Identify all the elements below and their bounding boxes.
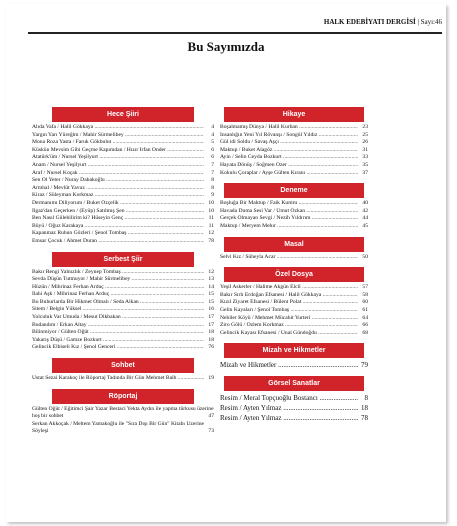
header-text: HALK EDEBİYATI DERGİSİ | Sayı:46 (323, 18, 442, 26)
toc-entry-title: Bakır Rengi Yalnızlık / Zeynep Tombaş ..... (32, 269, 204, 277)
toc-entry[interactable] (32, 322, 214, 330)
toc-entry[interactable] (220, 147, 368, 155)
toc-entry-page: 6 (211, 146, 214, 153)
toc-entry-page: 61 (362, 306, 368, 313)
toc-entry-page: 40 (362, 200, 368, 207)
toc-entry-page: 73 (208, 428, 214, 435)
toc-entry-title: Yargın Yarı Yüreğim / Mahir Sürmelibey ..... (32, 132, 204, 140)
toc-entry[interactable] (32, 329, 214, 337)
toc-entry-page: 26 (362, 139, 368, 146)
toc-entry-page: 18 (208, 336, 214, 343)
toc-entry-page: 11 (208, 215, 214, 222)
toc-entry[interactable] (220, 154, 368, 162)
toc-entry-title: Ayin / Selin Ceyda Bozkurt ..... (220, 154, 358, 162)
toc-entry[interactable] (220, 132, 368, 140)
toc-entry-page: 10 (208, 207, 214, 214)
toc-entry-title: Kapanmaz Ruhun Gözleri / Şenol Tombaş ..... (32, 230, 204, 238)
toc-entry-page: 76 (208, 344, 214, 351)
toc-entry-page: 7 (211, 161, 214, 168)
toc-entry[interactable] (32, 177, 214, 185)
issue-number: Sayı:46 (420, 18, 442, 26)
section-heading: Masal (224, 237, 364, 252)
toc-entry-page: 19 (208, 375, 214, 382)
toc-entry-page: 17 (208, 314, 214, 321)
toc-entry[interactable] (32, 276, 214, 284)
toc-entry-title: Selvi Kız / Süheyla Acar ..... (220, 254, 358, 262)
toc-entry-title: Armhal / Mevlüt Yavuz ..... (32, 185, 204, 193)
section-heading: Özel Dosya (224, 267, 364, 282)
magazine-name: HALK EDEBİYATI DERGİSİ (323, 18, 416, 26)
toc-entry[interactable] (220, 299, 368, 307)
toc-entry-page: 12 (208, 230, 214, 237)
toc-entry-page: 31 (362, 146, 368, 153)
toc-entry-page: 42 (362, 207, 368, 214)
toc-entry-title: Gelin Kayaları / Şenol Tombaş ..... (220, 307, 358, 315)
toc-entry-page: 8 (211, 177, 214, 184)
toc-entry-page: 12 (208, 268, 214, 275)
toc-entry[interactable] (220, 322, 368, 330)
section-heading: Hikaye (224, 107, 364, 122)
toc-entry-page: 8 (211, 184, 214, 191)
toc-entry-page: 78 (208, 237, 214, 244)
toc-entry[interactable] (220, 403, 368, 413)
toc-entry-page: 9 (211, 192, 214, 199)
right-column (220, 107, 368, 423)
toc-entry[interactable] (32, 223, 214, 231)
toc-entry-page: 16 (208, 306, 214, 313)
toc-entry-page: 5 (211, 139, 214, 146)
toc-entry-page: 33 (362, 154, 368, 161)
toc-entry-title: Araf / Nursel Koçak ..... (32, 170, 204, 178)
toc-entry-title: Sen Ol Yeter / Nuray Dabakoğlu ..... (32, 177, 204, 185)
toc-entry[interactable] (32, 124, 214, 132)
page-header (28, 16, 442, 34)
toc-entry-title: Kızıl Ziyaret Efsanesi / Bülent Polat ..... (220, 299, 358, 307)
toc-entry-page: 17 (208, 321, 214, 328)
toc-entry[interactable] (220, 360, 368, 370)
toc-entry-title: Hüzün / Mihrinaz Ferhan Arduç ..... (32, 284, 204, 292)
toc-entry-title: Büyü / Oğuz Karakaya ..... (32, 223, 204, 231)
toc-entry-page: 66 (362, 322, 368, 329)
toc-entry[interactable] (32, 406, 214, 421)
toc-entry-page: 47 (208, 413, 214, 420)
toc-entry[interactable] (32, 230, 214, 238)
toc-entry[interactable] (32, 185, 214, 193)
toc-entry[interactable] (220, 292, 368, 300)
toc-entry-title: Hayata Dönüş / Soğmen Özer ..... (220, 162, 358, 170)
toc-entry-title: Resim / Ayten Yılmaz ..... (220, 413, 358, 423)
section-heading: Serbest Şiir (52, 252, 194, 267)
toc-entry[interactable] (32, 132, 214, 140)
toc-entry-title: İnsanlığın Yeni Yıl Rövanşı / Songül Yıldız ..... (220, 132, 358, 140)
toc-entry[interactable] (220, 307, 368, 315)
toc-entry-title: Maktup / Buket Alagöz ..... (220, 147, 358, 155)
toc-entry-page: 11 (208, 222, 214, 229)
toc-entry-title: Sitem / Belgin Yüksel ..... (32, 306, 204, 314)
toc-entry[interactable] (32, 269, 214, 277)
toc-entry-page: 25 (362, 131, 368, 138)
toc-entry-page: 35 (362, 161, 368, 168)
section-heading: Görsel Sanatlar (224, 376, 364, 391)
toc-entry-title: Gelincik Kayası Efsanesi / Ünal Gündoğdu ..... (220, 330, 358, 338)
toc-entry[interactable] (220, 223, 368, 231)
toc-entry-title: Atatürk'üm / Nursel Yeşilyurt ..... (32, 154, 204, 162)
toc-entry[interactable] (32, 284, 214, 292)
magazine-page (6, 4, 446, 522)
section-heading: Mizah ve Hikmetler (224, 343, 364, 358)
toc-entry-page: 79 (361, 361, 368, 370)
toc-entry-title: Sevda Düşün Tutmuyor / Mahir Sürmelibey ..... (32, 276, 204, 284)
toc-entry[interactable] (32, 208, 214, 216)
toc-entry[interactable] (220, 215, 368, 223)
toc-entry-title: Dermanımı Diliyorum / Buket Özçelik ..... (32, 200, 204, 208)
toc-entry-page: 60 (362, 299, 368, 306)
toc-entry-title: Bu Buhurlarda Bir Hikmet Olmalı / Seda Alkan ..... (32, 299, 204, 307)
toc-entry-page: 44 (362, 215, 368, 222)
toc-entry[interactable] (220, 284, 368, 292)
toc-entry-title: Yolculuk Var Umuda / Mesut Dikbakan ..... (32, 314, 204, 322)
toc-entry[interactable] (32, 291, 214, 299)
toc-entry-title: Kokulu Çoraplar / Ayşe Gülten Kıranı ..... (220, 170, 358, 178)
toc-entry[interactable] (220, 124, 368, 132)
toc-entry-title: Nebiler Köyü / Mehmet Mücahit Yurteri ..... (220, 315, 358, 323)
section-heading: Deneme (224, 183, 364, 198)
toc-entry[interactable] (32, 344, 214, 352)
toc-entry-title: Gül idi Soldu / Savaş Aşçı ..... (220, 139, 358, 147)
toc-entry[interactable] (32, 162, 214, 170)
toc-entry[interactable] (32, 139, 214, 147)
toc-entry-title: Emsar Çocuk / Ahmet Duran ..... (32, 238, 204, 246)
section-heading: Sohbet (52, 358, 194, 373)
toc-entry-title: Bakır Sırlı Erdoğan Efsanesi / Halil Gökkaya ..... (220, 292, 358, 300)
toc-entry[interactable] (220, 170, 368, 178)
toc-entry[interactable] (220, 315, 368, 323)
toc-entry-title: Yeşil Askerler / Halime Akgün Elcil ..... (220, 284, 358, 292)
toc-entry-title: Budandım / Erkan Altay ..... (32, 322, 204, 330)
toc-entry[interactable] (32, 306, 214, 314)
toc-entry-page: 13 (208, 276, 214, 283)
toc-entry[interactable] (220, 208, 368, 216)
toc-entry-title: Ilgaz'dan Geçerken / (Eyüp) Satılmış Şen ..... (32, 208, 204, 216)
toc-entry-page: 15 (208, 291, 214, 298)
toc-entry[interactable] (32, 215, 214, 223)
toc-entry[interactable] (220, 254, 368, 262)
toc-entry-title: Kiraz / Süleyman Korkmaz ..... (32, 192, 204, 200)
toc-entry-title: Serkan Akkoçak / Meltem Yamakoğlu ile "Sıra Dışı Bir Gün" Kitabı Üzerine Söyleşi (32, 420, 205, 435)
toc-entry-page: 45 (362, 222, 368, 229)
toc-entry-title: Gelincik Elbiseli Kız / Şenol Genceri ..... (32, 344, 204, 352)
toc-entry-page: 50 (362, 253, 368, 260)
toc-entry-page: 7 (211, 169, 214, 176)
toc-entry[interactable] (32, 170, 214, 178)
toc-entry-page: 78 (361, 414, 368, 423)
toc-entry[interactable] (32, 421, 214, 436)
toc-entry[interactable] (32, 200, 214, 208)
toc-entry-title: Ziro Gölü / Özlem Korkmaz ..... (220, 322, 358, 330)
toc-entry-page: 64 (362, 314, 368, 321)
toc-entry[interactable] (220, 330, 368, 338)
toc-entry-page: 37 (362, 169, 368, 176)
toc-entry-title: Alıda Vafa / Halil Gökkaya ..... (32, 124, 204, 132)
toc-entry-title: Boşluğa Bir Maktup / Faik Kumru ..... (220, 200, 358, 208)
toc-entry-page: 4 (211, 124, 214, 130)
toc-entry[interactable] (32, 337, 214, 345)
toc-entry-page: 15 (208, 298, 214, 305)
toc-entry-title: Anam / Nursel Yeşilyurt ..... (32, 162, 204, 170)
toc-entry-title: Küskün Mevsim Gibi Geçme Kapımdan / Hızır İrfan Önder ..... (32, 147, 204, 155)
toc-entry[interactable] (32, 299, 214, 307)
toc-entry-page: 23 (362, 124, 368, 130)
toc-entry-page: 18 (361, 404, 368, 413)
toc-entry-page: 10 (208, 199, 214, 206)
toc-entry[interactable] (220, 200, 368, 208)
section-heading: Röportaj (52, 389, 194, 404)
toc-entry-title: Boşalmamış Dünya / Halil Kurban ..... (220, 124, 358, 132)
toc-entry-page: 14 (208, 283, 214, 290)
toc-entry-title: Üstat Sezai Karakoç ile Röportaj Tadında Bir Gün Mehmet Balh ..... (32, 375, 204, 383)
toc-entry-page: 57 (362, 284, 368, 291)
toc-entry-title: Yakarış Düşü / Gamze Bozkurt ..... (32, 337, 204, 345)
toc-entry-title: Gerçek Olmayan Sevgi / Nezih Yıldırım ..... (220, 215, 358, 223)
toc-entry[interactable] (220, 413, 368, 423)
toc-entry[interactable] (220, 162, 368, 170)
toc-entry[interactable] (32, 238, 214, 246)
page-title: Bu Sayımızda (187, 39, 265, 54)
toc-entry-page: 68 (362, 329, 368, 336)
toc-entry[interactable] (32, 147, 214, 155)
toc-entry[interactable] (220, 393, 368, 403)
toc-entry-title: Bilinmiyor / Gülten Öğüt ..... (32, 329, 204, 337)
toc-entry-title: Gülten Öğüt / Eğitimci Şair Yazar Bestaci Yekta Aydın ile yapma türkusu üzerine hoş bir sohbet (32, 405, 214, 420)
toc-entry-page: 18 (208, 329, 214, 336)
toc-entry[interactable] (32, 154, 214, 162)
toc-entry-title: Resim / Ayten Yılmaz ..... (220, 403, 358, 413)
toc-entry-title: İlahi Aşk / Mihrinaz Ferhan Arduç ..... (32, 291, 204, 299)
toc-entry-page: 8 (364, 394, 368, 403)
toc-entry-page: 6 (211, 154, 214, 161)
section-heading: Hece Şiiri (52, 107, 194, 122)
toc-entry-title: Ben Nasıl Gülebilirim ki? Hüseyin Genç ..... (32, 215, 204, 223)
toc-entry[interactable] (32, 375, 214, 383)
toc-entry[interactable] (220, 139, 368, 147)
toc-entry-title: Mizah ve Hikmetler ..... (220, 360, 358, 370)
toc-entry-title: Resim / Meral Topçuoğlu Bostancı ..... (220, 393, 358, 403)
toc-entry[interactable] (32, 192, 214, 200)
toc-entry-title: Mona Roza Yasta / Faruk Gökbulut ..... (32, 139, 204, 147)
toc-entry-title: Maktup / Meryem Mehır ..... (220, 223, 358, 231)
toc-entry-page: 58 (362, 291, 368, 298)
toc-entry-title: Havada Duma Sesi Var / Umut Özkan ..... (220, 208, 358, 216)
toc-entry-page: 4 (211, 131, 214, 138)
toc-entry[interactable] (32, 314, 214, 322)
left-column (32, 107, 214, 436)
